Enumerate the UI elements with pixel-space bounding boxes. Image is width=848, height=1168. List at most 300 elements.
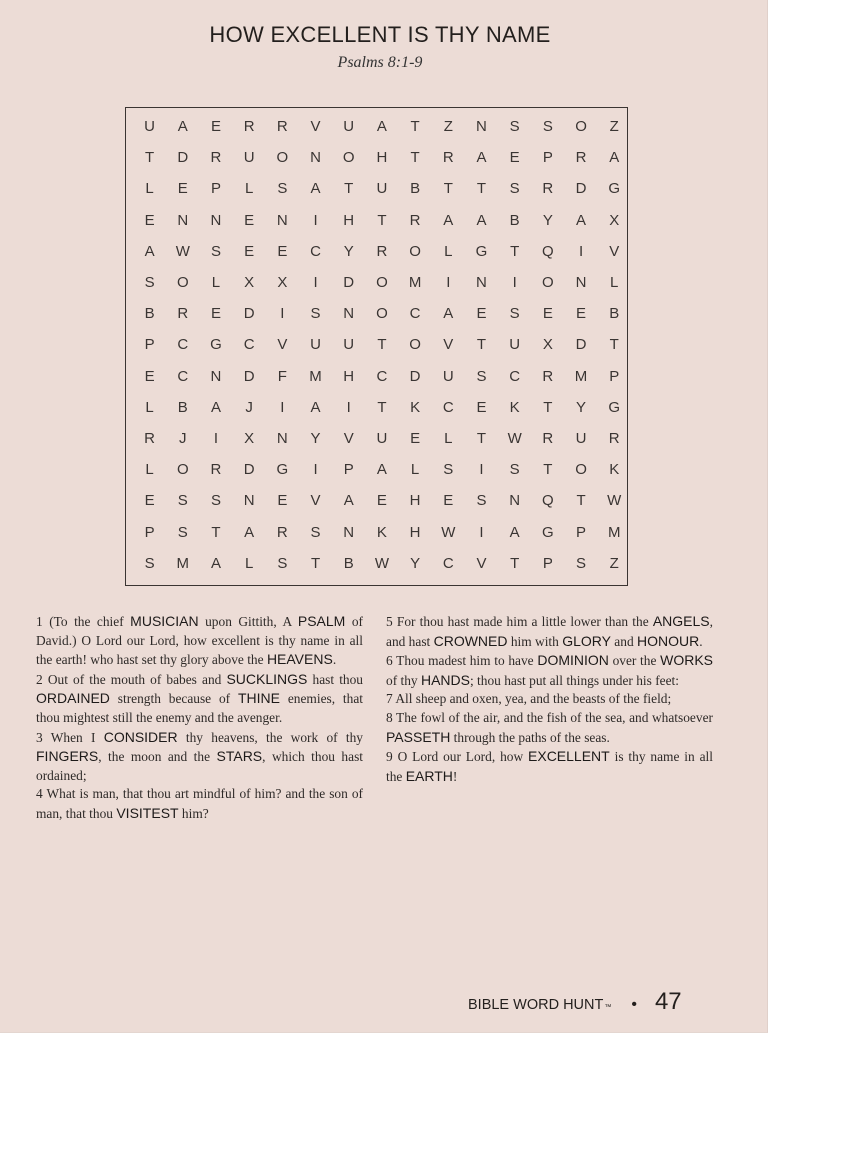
grid-letter: H (343, 211, 355, 229)
grid-letter: R (177, 305, 189, 323)
verse-text: . (699, 633, 703, 649)
grid-letter: U (144, 118, 156, 136)
letter-grid (133, 111, 631, 579)
trademark-symbol: ™ (604, 1004, 612, 1011)
grid-letter: R (210, 461, 222, 479)
grid-letter: E (144, 211, 155, 229)
grid-letter: L (244, 180, 254, 198)
grid-letter: A (210, 398, 221, 416)
grid-letter: T (609, 336, 619, 354)
verse-text: and (610, 633, 637, 649)
grid-letter: S (476, 367, 487, 385)
grid-letter: G (608, 180, 621, 198)
grid-letter: A (210, 554, 221, 572)
grid-letter: S (576, 554, 587, 572)
verse-text: is thy name in all the (386, 749, 713, 784)
grid-letter: O (376, 274, 388, 292)
grid-letter: C (177, 336, 189, 354)
scripture-reference: Psalms 8:1-9 (337, 54, 423, 71)
grid-letter: L (444, 429, 453, 447)
verse-number: 8 (386, 709, 397, 725)
grid-letter: M (309, 367, 322, 385)
grid-letter: P (343, 461, 354, 479)
grid-letter: L (610, 274, 619, 292)
hidden-word-keyword: HEAVENS (266, 651, 333, 668)
grid-letter: T (543, 461, 553, 479)
grid-letter: O (575, 118, 587, 136)
hidden-word-keyword: PASSETH (386, 728, 451, 745)
hidden-word-keyword: FINGERS (36, 748, 99, 765)
verse-text: through the paths of the seas. (450, 729, 610, 745)
grid-letter: R (575, 149, 587, 167)
grid-letter: O (342, 149, 355, 167)
verse-text: , the moon and the (98, 749, 217, 765)
grid-letter: M (408, 274, 422, 292)
hidden-word-keyword: THINE (238, 690, 280, 707)
hidden-word-keyword: HONOUR (636, 632, 700, 649)
verse-number: 2 (36, 671, 48, 687)
grid-letter: C (442, 554, 454, 572)
grid-letter: E (277, 242, 288, 260)
grid-letter: L (145, 180, 154, 198)
grid-letter: W (607, 492, 622, 510)
grid-letter: N (177, 211, 189, 229)
grid-letter: R (376, 242, 388, 260)
grid-letter: A (443, 211, 454, 229)
grid-letter: M (574, 367, 588, 385)
grid-letter: M (176, 554, 190, 572)
grid-letter: N (509, 492, 521, 510)
grid-letter: A (509, 523, 520, 541)
grid-letter: X (609, 211, 620, 229)
grid-letter: L (244, 554, 254, 572)
grid-letter: L (410, 461, 420, 479)
grid-letter: T (576, 492, 586, 510)
grid-letter: G (276, 461, 289, 479)
grid-letter: I (313, 461, 318, 479)
grid-letter: S (310, 523, 321, 541)
grid-letter: R (542, 180, 554, 198)
grid-letter: L (211, 274, 221, 292)
verse-paragraph (386, 651, 713, 690)
verse-text: upon Gittith, A (198, 614, 298, 629)
grid-letter: D (575, 336, 587, 354)
grid-letter: I (578, 242, 584, 260)
grid-letter: I (280, 398, 285, 416)
grid-letter: R (608, 429, 620, 447)
grid-letter: P (542, 554, 553, 572)
grid-letter: S (443, 461, 454, 479)
hidden-word-keyword: MUSICIAN (130, 613, 199, 629)
grid-letter: E (509, 149, 520, 167)
grid-letter: S (509, 461, 520, 479)
grid-letter: S (476, 492, 487, 510)
grid-letter: C (442, 398, 454, 416)
grid-letter: N (575, 274, 587, 292)
grid-letter: U (310, 336, 321, 354)
grid-letter: L (444, 242, 453, 260)
grid-letter: T (377, 336, 387, 354)
grid-letter: C (310, 242, 321, 260)
verse-number: 6 (386, 653, 397, 669)
grid-letter: I (479, 461, 484, 479)
grid-letter: E (542, 305, 553, 323)
grid-letter: G (475, 242, 488, 260)
grid-letter: A (576, 211, 587, 229)
grid-letter: S (177, 492, 188, 510)
grid-letter: P (576, 523, 587, 541)
verse-paragraph (36, 728, 363, 786)
grid-letter: Y (410, 554, 421, 572)
grid-letter: B (177, 398, 188, 416)
hidden-word-keyword: STARS (216, 748, 263, 765)
verse-text: thy heavens, the work of thy (177, 729, 363, 745)
verse-text: over the (608, 653, 661, 669)
verse-text: The fowl of the air, and the fish of the sea, and whatsoever (396, 709, 713, 725)
grid-letter: G (542, 523, 554, 541)
grid-letter: B (144, 305, 155, 323)
verse-text: him with (507, 633, 563, 649)
grid-letter: D (409, 367, 421, 385)
grid-letter: I (446, 274, 451, 292)
grid-letter: X (244, 429, 255, 447)
grid-letter: N (343, 305, 355, 323)
grid-letter: I (313, 211, 318, 229)
grid-letter: K (410, 398, 421, 416)
verse-number: 5 (386, 614, 397, 629)
grid-letter: S (210, 242, 221, 260)
grid-letter: W (441, 523, 456, 541)
verse-text: ! (452, 768, 458, 784)
grid-letter: A (177, 118, 188, 136)
grid-letter: Q (542, 242, 554, 260)
verse-number: 3 (36, 729, 51, 745)
grid-letter: W (507, 429, 522, 447)
grid-letter: R (442, 149, 454, 167)
grid-letter: X (244, 274, 255, 292)
grid-letter: K (376, 523, 387, 541)
grid-letter: C (243, 336, 255, 354)
grid-letter: T (476, 336, 487, 354)
grid-letter: N (210, 367, 222, 385)
grid-letter: R (144, 429, 156, 447)
grid-letter: V (310, 118, 321, 136)
grid-letter: N (276, 211, 288, 229)
grid-letter: R (409, 211, 421, 229)
grid-letter: K (509, 398, 520, 416)
hidden-word-keyword: PSALM (297, 613, 346, 629)
page-number: 47 (654, 988, 682, 1015)
grid-letter: Y (542, 211, 553, 229)
grid-letter: T (510, 554, 520, 572)
verse-text: of thy (386, 672, 421, 688)
hidden-word-keyword: DOMINION (537, 652, 609, 669)
grid-letter: N (476, 118, 487, 136)
verse-paragraph (36, 612, 363, 670)
grid-letter: Y (343, 242, 354, 260)
verse-number: 1 (36, 614, 50, 629)
grid-letter: E (443, 492, 454, 510)
grid-letter: R (542, 429, 554, 447)
verse-paragraph (386, 612, 713, 651)
grid-letter: R (542, 367, 554, 385)
verse-text: Thou madest him to have (396, 653, 538, 669)
grid-letter: O (575, 461, 587, 479)
grid-letter: V (609, 242, 620, 260)
page-title: HOW EXCELLENT IS THY NAME (209, 22, 551, 47)
verse-text: O Lord our Lord, how (397, 749, 529, 765)
grid-letter: B (410, 180, 421, 198)
grid-letter: X (277, 274, 288, 292)
grid-letter: G (210, 336, 222, 354)
grid-letter: N (476, 274, 487, 292)
verse-number: 9 (386, 749, 398, 765)
grid-letter: V (443, 336, 454, 354)
grid-letter: O (176, 461, 189, 479)
grid-letter: A (476, 149, 487, 167)
verse-text: . (332, 652, 337, 668)
grid-letter: Q (542, 492, 554, 510)
grid-letter: U (376, 180, 388, 198)
grid-letter: P (542, 149, 553, 167)
grid-letter: T (377, 211, 387, 229)
grid-letter: E (376, 492, 387, 510)
hidden-word-keyword: CONSIDER (103, 728, 178, 745)
grid-letter: J (179, 429, 187, 447)
grid-letter: V (343, 429, 354, 447)
grid-letter: W (374, 554, 389, 572)
grid-letter: T (510, 242, 520, 260)
grid-letter: Z (609, 118, 619, 136)
grid-letter: A (609, 149, 620, 167)
verse-number: 4 (36, 786, 47, 802)
grid-letter: N (243, 492, 255, 510)
hidden-word-keyword: HANDS (420, 671, 470, 688)
grid-letter: A (476, 211, 487, 229)
grid-letter: H (409, 492, 421, 510)
bullet-separator: • (631, 996, 637, 1013)
grid-letter: T (344, 180, 354, 198)
verses-right-column (386, 612, 713, 786)
grid-letter: E (476, 398, 487, 416)
grid-letter: W (175, 242, 190, 260)
grid-letter: I (479, 523, 484, 541)
grid-letter: T (543, 398, 553, 416)
grid-letter: A (376, 118, 387, 136)
grid-letter: R (276, 118, 288, 136)
page-footer (468, 988, 682, 1016)
grid-letter: R (276, 523, 288, 541)
verse-text: hast thou (307, 671, 364, 687)
grid-letter: E (277, 492, 288, 510)
grid-letter: S (277, 554, 288, 572)
grid-letter: D (575, 180, 587, 198)
grid-letter: Y (310, 429, 321, 447)
grid-letter: U (509, 336, 521, 354)
grid-letter: O (276, 149, 289, 167)
verse-text: of David.) O Lord our Lord, how excellent is thy name in all the earth! who hast set thy glory above the (36, 614, 363, 668)
hidden-word-keyword: EARTH (405, 767, 453, 784)
grid-letter: I (512, 274, 517, 292)
verse-number: 7 (386, 691, 396, 707)
verse-text: Out of the mouth of babes and (47, 671, 227, 687)
grid-letter: A (310, 180, 321, 198)
grid-letter: U (343, 118, 355, 136)
grid-letter: A (144, 242, 155, 260)
grid-letter: C (376, 367, 388, 385)
grid-letter: S (310, 305, 321, 323)
grid-letter: V (277, 336, 288, 354)
verse-text: strength because of (109, 691, 238, 707)
grid-letter: F (277, 367, 287, 385)
grid-letter: D (177, 149, 189, 167)
grid-letter: T (410, 118, 420, 136)
grid-letter: U (343, 336, 355, 354)
grid-letter: E (244, 211, 255, 229)
verse-text: ; thou hast put all things under his feet: (469, 672, 679, 688)
grid-letter: E (576, 305, 587, 323)
grid-letter: K (609, 461, 620, 479)
verse-paragraph (386, 747, 713, 786)
word-search-puzzle (125, 107, 628, 586)
hidden-word-keyword: GLORY (562, 632, 611, 649)
grid-letter: N (210, 211, 222, 229)
verses-left-column (36, 612, 363, 824)
verse-text: What is man, that thou art mindful of him? and the son of man, that thou (36, 786, 363, 821)
grid-letter: O (409, 242, 421, 260)
grid-letter: T (476, 180, 487, 198)
grid-letter: N (343, 523, 355, 541)
grid-letter: B (509, 211, 520, 229)
grid-letter: P (144, 523, 155, 541)
grid-letter: C (409, 305, 421, 323)
grid-letter: E (410, 429, 421, 447)
grid-letter: Z (609, 554, 619, 572)
hidden-word-keyword: ANGELS (652, 613, 710, 629)
grid-letter: E (210, 118, 221, 136)
verse-text: All sheep and oxen, yea, and the beasts of the field; (395, 691, 672, 707)
grid-letter: N (310, 149, 321, 167)
grid-letter: L (145, 461, 154, 479)
grid-letter: A (443, 305, 454, 323)
hidden-word-keyword: VISITEST (116, 804, 179, 821)
grid-letter: S (509, 305, 520, 323)
grid-letter: Y (576, 398, 587, 416)
grid-letter: D (243, 461, 255, 479)
grid-letter: C (177, 367, 189, 385)
grid-letter: S (210, 492, 221, 510)
grid-letter: S (277, 180, 288, 198)
grid-letter: I (213, 429, 219, 447)
verse-text: (To the chief (49, 614, 131, 629)
grid-letter: T (410, 149, 420, 167)
grid-letter: S (144, 274, 155, 292)
grid-letter: T (211, 523, 221, 541)
grid-letter: O (542, 274, 554, 292)
grid-letter: E (244, 242, 255, 260)
hidden-word-keyword: WORKS (660, 652, 713, 669)
grid-letter: M (607, 523, 621, 541)
grid-letter: V (476, 554, 487, 572)
hidden-word-keyword: CROWNED (433, 632, 508, 649)
grid-letter: X (542, 336, 553, 354)
verse-text: When I (50, 729, 104, 745)
grid-letter: P (210, 180, 221, 198)
grid-letter: H (409, 523, 421, 541)
grid-letter: U (243, 149, 255, 167)
verse-text: , which thou hast ordained; (36, 749, 364, 783)
grid-letter: P (144, 336, 155, 354)
grid-letter: B (609, 305, 620, 323)
grid-letter: T (310, 554, 321, 572)
hidden-word-keyword: SUCKLINGS (226, 670, 308, 687)
grid-letter: P (609, 367, 620, 385)
book-title: BIBLE WORD HUNT (468, 997, 604, 1013)
verse-text: For thou hast made him a little lower than the (396, 614, 653, 629)
grid-letter: I (346, 398, 351, 416)
grid-letter: S (144, 554, 155, 572)
grid-letter: E (144, 492, 155, 510)
grid-letter: R (210, 149, 222, 167)
hidden-word-keyword: EXCELLENT (528, 748, 610, 765)
grid-letter: O (376, 305, 388, 323)
grid-letter: D (343, 274, 355, 292)
grid-letter: I (313, 274, 318, 292)
grid-letter: D (243, 305, 255, 323)
grid-letter: I (280, 305, 285, 323)
grid-letter: E (210, 305, 221, 323)
verse-paragraph (36, 670, 363, 728)
verse-paragraph (36, 785, 363, 823)
grid-letter: J (245, 398, 253, 416)
grid-letter: T (145, 149, 155, 167)
grid-letter: Z (443, 118, 453, 136)
grid-letter: S (542, 118, 553, 136)
grid-letter: U (442, 367, 454, 385)
verse-paragraph (386, 690, 713, 709)
grid-letter: A (310, 398, 321, 416)
grid-letter: E (177, 180, 188, 198)
verse-text: , and hast (386, 614, 713, 649)
grid-letter: O (409, 336, 421, 354)
grid-letter: S (509, 180, 520, 198)
grid-letter: U (376, 429, 388, 447)
grid-letter: O (176, 274, 189, 292)
grid-letter: A (343, 492, 354, 510)
grid-letter: T (377, 398, 387, 416)
verse-text: enemies, that thou mightest still the enemy and the avenger. (36, 691, 364, 725)
grid-letter: T (476, 429, 487, 447)
grid-letter: C (509, 367, 521, 385)
grid-letter: T (443, 180, 453, 198)
grid-letter: A (244, 523, 255, 541)
grid-letter: U (575, 429, 587, 447)
grid-letter: B (343, 554, 354, 572)
grid-letter: H (376, 149, 388, 167)
grid-letter: R (243, 118, 255, 136)
grid-letter: H (343, 367, 355, 385)
grid-letter: L (145, 398, 154, 416)
grid-letter: A (376, 461, 387, 479)
hidden-word-keyword: ORDAINED (36, 690, 110, 707)
verse-text: him? (178, 805, 209, 821)
grid-letter: S (509, 118, 520, 136)
grid-letter: V (310, 492, 321, 510)
grid-letter: D (243, 367, 255, 385)
grid-letter: E (476, 305, 487, 323)
grid-letter: S (177, 523, 188, 541)
grid-letter: G (608, 398, 621, 416)
